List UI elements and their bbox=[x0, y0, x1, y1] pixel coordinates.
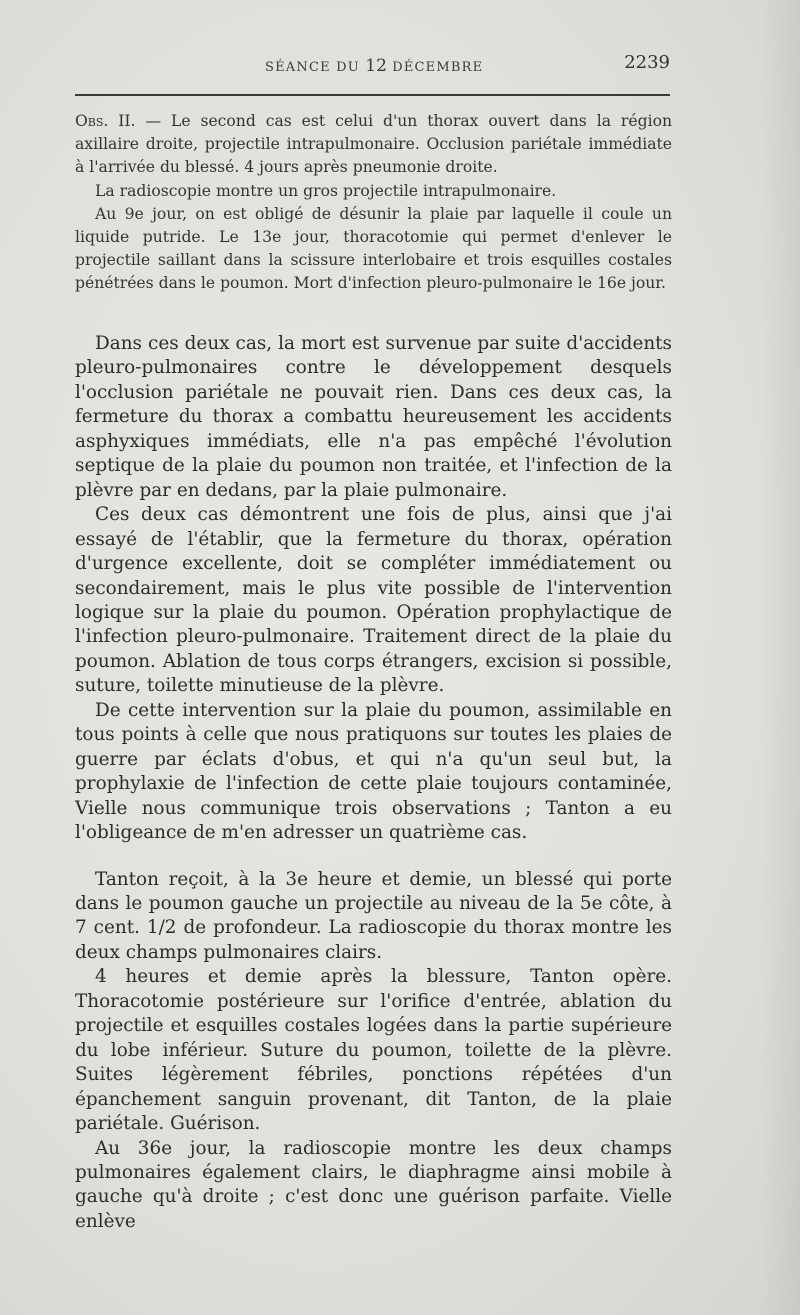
body-paragraph-2: Ces deux cas démontrent une fois de plus, ainsi que j'ai essayé de l'établir, que la fermeture du thorax, opération d'urgence excellente, doit se compléter immédiatement ou secondairement, mais le plus vite possible de l'intervention logique sur la plaie du poumon. Opération prophylactique de l'infection pleuro-pulmonaire. Traitement direct de la plaie du poumon. Ablation de tous corps étrangers, excision si possible, suture, toilette minutieuse de la plèvre. bbox=[75, 504, 672, 697]
header-rule bbox=[75, 94, 670, 96]
running-title bbox=[265, 56, 483, 76]
body-paragraph-1: Dans ces deux cas, la mort est survenue par suite d'accidents pleuro-pulmonaires contre le développement desquels l'occlusion pariétale ne pouvait rien. Dans ces deux cas, la fermeture du thorax a combattu heureusement les accidents asphyxiques immédiats, elle n'a pas empêché l'évolution septique de la plaie du poumon non traitée, et l'infection de la plèvre par en dedans, par la plaie pulmonaire. bbox=[75, 333, 672, 501]
page-header bbox=[75, 52, 670, 80]
page-edge-shadow bbox=[760, 0, 800, 1315]
running-title-post: DÉCEMBRE bbox=[386, 60, 484, 75]
body-paragraph-5: 4 heures et demie après la blessure, Tanton opère. Thoracotomie postérieure sur l'orifice d'entrée, ablation du projectile et esquilles costales logées dans la partie supérieure du lobe inférieur. Suture du poumon, toilette de la plèvre. Suites légèrement fébriles, ponctions répétées d'un épanchement sanguin provenant, dit Tanton, de la plaie pariétale. Guérison. bbox=[75, 966, 672, 1135]
main-text bbox=[75, 332, 672, 1234]
observation-label: Obs. II. bbox=[75, 112, 136, 130]
observation-block bbox=[75, 110, 672, 296]
running-title-date: 12 bbox=[365, 56, 387, 76]
observation-paragraph-2: La radioscopie montre un gros projectile intrapulmonaire. bbox=[95, 181, 557, 200]
running-title-pre: SÉANCE DU bbox=[265, 60, 366, 75]
observation-paragraph-1 bbox=[75, 110, 672, 180]
observation-text-1: — Le second cas est celui d'un thorax ouvert dans la région axillaire droite, projectile intrapulmonaire. Occlusion pariétale immédiate à l'arrivée du blessé. 4 jours après pneumonie droite. bbox=[75, 112, 672, 177]
observation-paragraph-3: Au 9e jour, on est obligé de désunir la plaie par laquelle il coule un liquide putride. Le 13e jour, thoracotomie qui permet d'enlever le projectile saillant dans la scissure interlobaire et trois esquilles costales pénétrées dans le poumon. Mort d'infection pleuro-pulmonaire le 16e jour. bbox=[75, 204, 672, 293]
body-paragraph-4: Tanton reçoit, à la 3e heure et demie, un blessé qui porte dans le poumon gauche un projectile au niveau de la 5e côte, à 7 cent. 1/2 de profondeur. La radioscopie du thorax montre les deux champs pulmonaires clairs. bbox=[75, 868, 672, 963]
page-number: 2239 bbox=[624, 52, 670, 73]
body-paragraph-3: De cette intervention sur la plaie du poumon, assimilable en tous points à celle que nous pratiquons sur toutes les plaies de guerre par éclats d'obus, et qui n'a qu'un seul but, la prophylaxie de l'infection de cette plaie toujours contaminée, Vielle nous communique trois observations ; Tanton a eu l'obligeance de m'en adresser un quatrième cas. bbox=[75, 699, 672, 844]
body-paragraph-6: Au 36e jour, la radioscopie montre les deux champs pulmonaires également clairs, le diaphragme ainsi mobile à gauche qu'à droite ; c'est donc une guérison parfaite. Vielle enlève bbox=[75, 1137, 672, 1232]
